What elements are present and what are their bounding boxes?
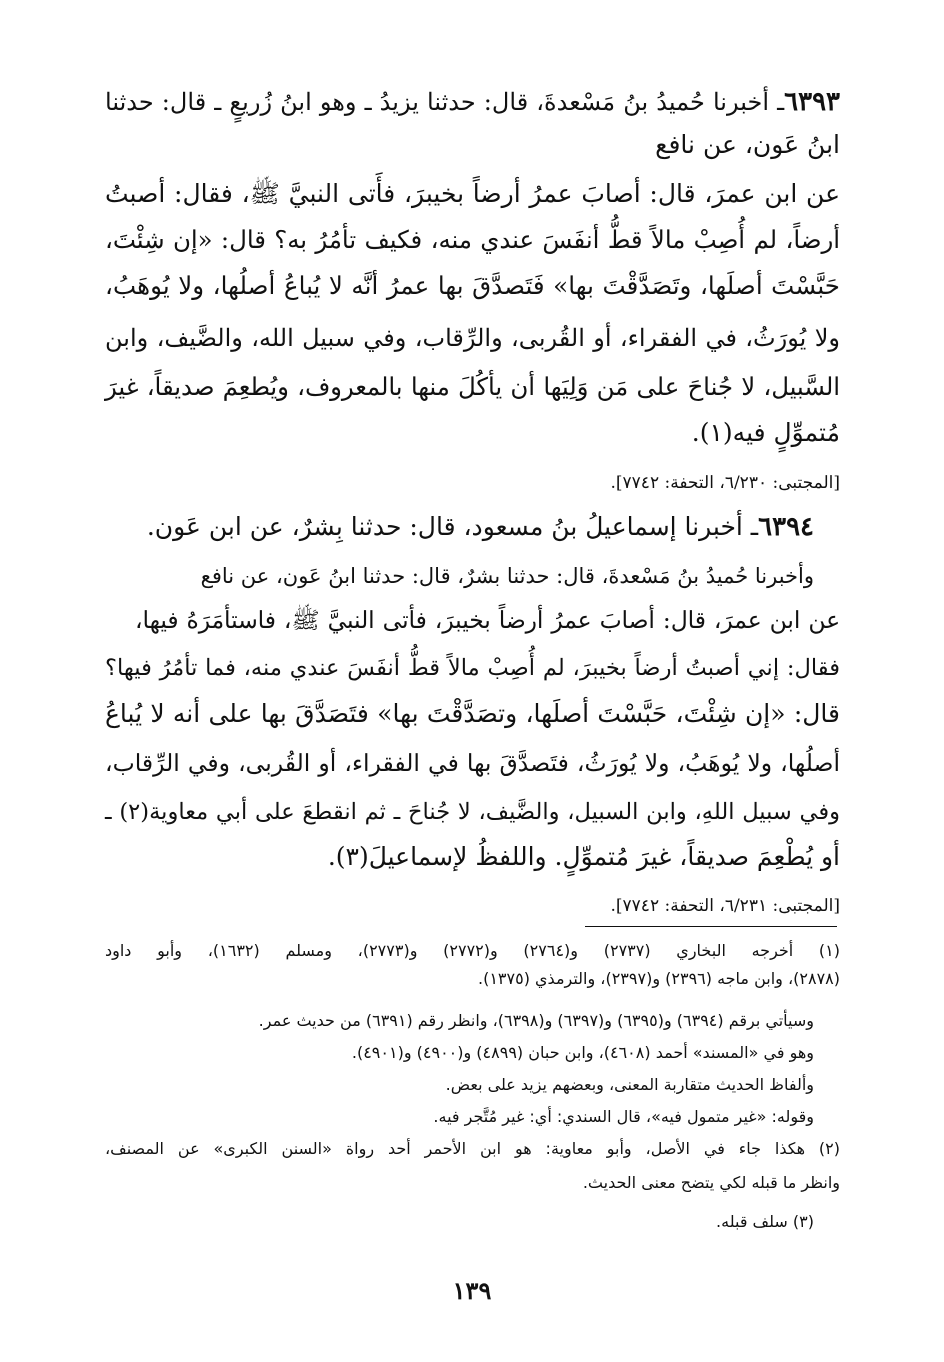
footnote-3: (٣) سلف قبله. (716, 1212, 814, 1231)
footnote-2-line-2: وانظر ما قبله لكي يتضح معنى الحديث. (582, 1173, 840, 1192)
footnote-2-line-1: (٢) هكذا جاء في الأصل، وأبو معاوية: هو ابن الأحمر أحد رواة «السنن الكبرى» عن المصنف، (105, 1139, 840, 1158)
hadith-6393-line-2: ابنُ عَون، عن نافع (655, 130, 840, 159)
hadith-6394-line-2: وأخبرنا حُميدُ بنُ مَسْعدةَ، قال: حدثنا بشرٌ، قال: حدثنا ابنُ عَون، عن نافع (200, 564, 814, 588)
footnote-1-line-1: (١) أخرجه البخاري (٢٧٣٧) و(٢٧٦٤) و(٢٧٧٢) و(٢٧٧٣)، ومسلم (١٦٣٢)، وأبو داود (105, 941, 841, 960)
footnote-1-line-4: وهو في «المسند» أحمد (٤٦٠٨)، وابن حبان (٤٨٩٩) و(٤٩٠٠) و(٤٩٠١). (351, 1043, 814, 1062)
hadith-6393-line-5: حَبَّسْتَ أصلَها، وتَصَدَّقْتَ بها» فَتَصدَّقَ بها عمرُ أنَّه لا يُباعُ أصلُها، ولا يُوهَبُ، (105, 271, 840, 300)
hadith-6394-line-8: أو يُطْعِمَ صديقاً، غيرَ مُتموِّلٍ. واللفظُ لإسماعيلَ(٣). (327, 842, 840, 871)
hadith-6393-line-8: مُتموِّلٍ فيه(١). (691, 418, 840, 447)
footnote-1-line-5: وألفاظ الحديث متقاربة المعنى، وبعضهم يزيد على بعض. (445, 1075, 814, 1094)
hadith-6394-line-1 (147, 507, 814, 547)
hadith-6394-line-7: وفي سبيل اللهِ، وابن السبيل، والضَّيف، لا جُناحَ ـ ثم انقطعَ على أبي معاوية(٢) ـ (105, 799, 840, 825)
footnote-1-line-6: وقوله: «غير متمول فيه»، قال السندي: أي: غير مُتَّجر فيه. (433, 1107, 814, 1126)
hadith-text: ـ أخبرنا حُميدُ بنُ مَسْعدةَ، قال: حدثنا يزيدُ ـ وهو ابنُ زُريعٍ ـ قال: حدثنا (105, 88, 785, 116)
hadith-6393-line-3: عن ابن عمرَ، قال: أصابَ عمرُ أرضاً بخيبرَ، فأَتى النبيَّ ﷺ، فقال: أصبتُ (105, 179, 840, 208)
hadith-6394-line-6: أصلُها، ولا يُوهَبُ، ولا يُورَثُ، فتَصدَّقَ بها في الفقراء، أو القُربى، وفي الرِّقاب، (105, 749, 840, 777)
hadith-number: ٦٣٩٤ (758, 512, 814, 542)
hadith-text: ـ أخبرنا إسماعيلُ بنُ مسعود، قال: حدثنا بِشرٌ، عن ابن عَون. (146, 512, 759, 541)
hadith-6393-line-1 (105, 82, 840, 122)
footnote-1-line-2: (٢٨٧٨)، وابن ماجه (٢٣٩٦) و(٢٣٩٧)، والترمذي (١٣٧٥). (477, 969, 840, 988)
hadith-6394-reference: [المجتبى: ٦/٢٣١، التحفة: ٧٧٤٢]. (610, 896, 840, 916)
hadith-number: ٦٣٩٣ (784, 87, 840, 117)
hadith-6393-line-7: السَّبيل، لا جُناحَ على مَن وَلِيَها أن يأكُلَ منها بالمعروف، ويُطعِمَ صديقاً، غيرَ (105, 372, 840, 401)
footnote-separator (585, 926, 837, 927)
hadith-6393-line-4: أرضاً، لم أُصِبْ مالاً قطُّ أنفَسَ عندي منه، فكيف تأمُرُ به؟ قال: «إن شِئْتَ، (105, 225, 840, 254)
page-number: ١٣٩ (452, 1276, 492, 1305)
footnote-1-line-3: وسيأتي برقم (٦٣٩٤) و(٦٣٩٥) و(٦٣٩٧) و(٦٣٩٨)، وانظر رقم (٦٣٩١) من حديث عمر. (258, 1011, 814, 1030)
hadith-6393-line-6: ولا يُورَثُ، في الفقراء، أو القُربى، والرِّقاب، وفي سبيل الله، والضَّيف، وابن (105, 324, 840, 352)
hadith-6394-line-3: عن ابن عمرَ، قال: أصابَ عمرُ أرضاً بخيبرَ، فأتى النبيَّ ﷺ، فاستأمَرَهُ فيها، (135, 607, 840, 634)
hadith-6393-reference: [المجتبى: ٦/٢٣٠، التحفة: ٧٧٤٢]. (610, 473, 840, 493)
hadith-6394-line-4: فقال: إني أصبتُ أرضاً بخيبرَ، لم أُصِبْ مالاً قطُّ أنفَسَ عندي منه، فما تأمُرُ فيها؟ (105, 655, 840, 681)
hadith-6394-line-5: قال: «إن شِئْتَ، حَبَّسْتَ أصلَها، وتصَدَّقْتَ بها» فتَصَدَّقَ بها على أنه لا يُباعُ (105, 699, 840, 728)
